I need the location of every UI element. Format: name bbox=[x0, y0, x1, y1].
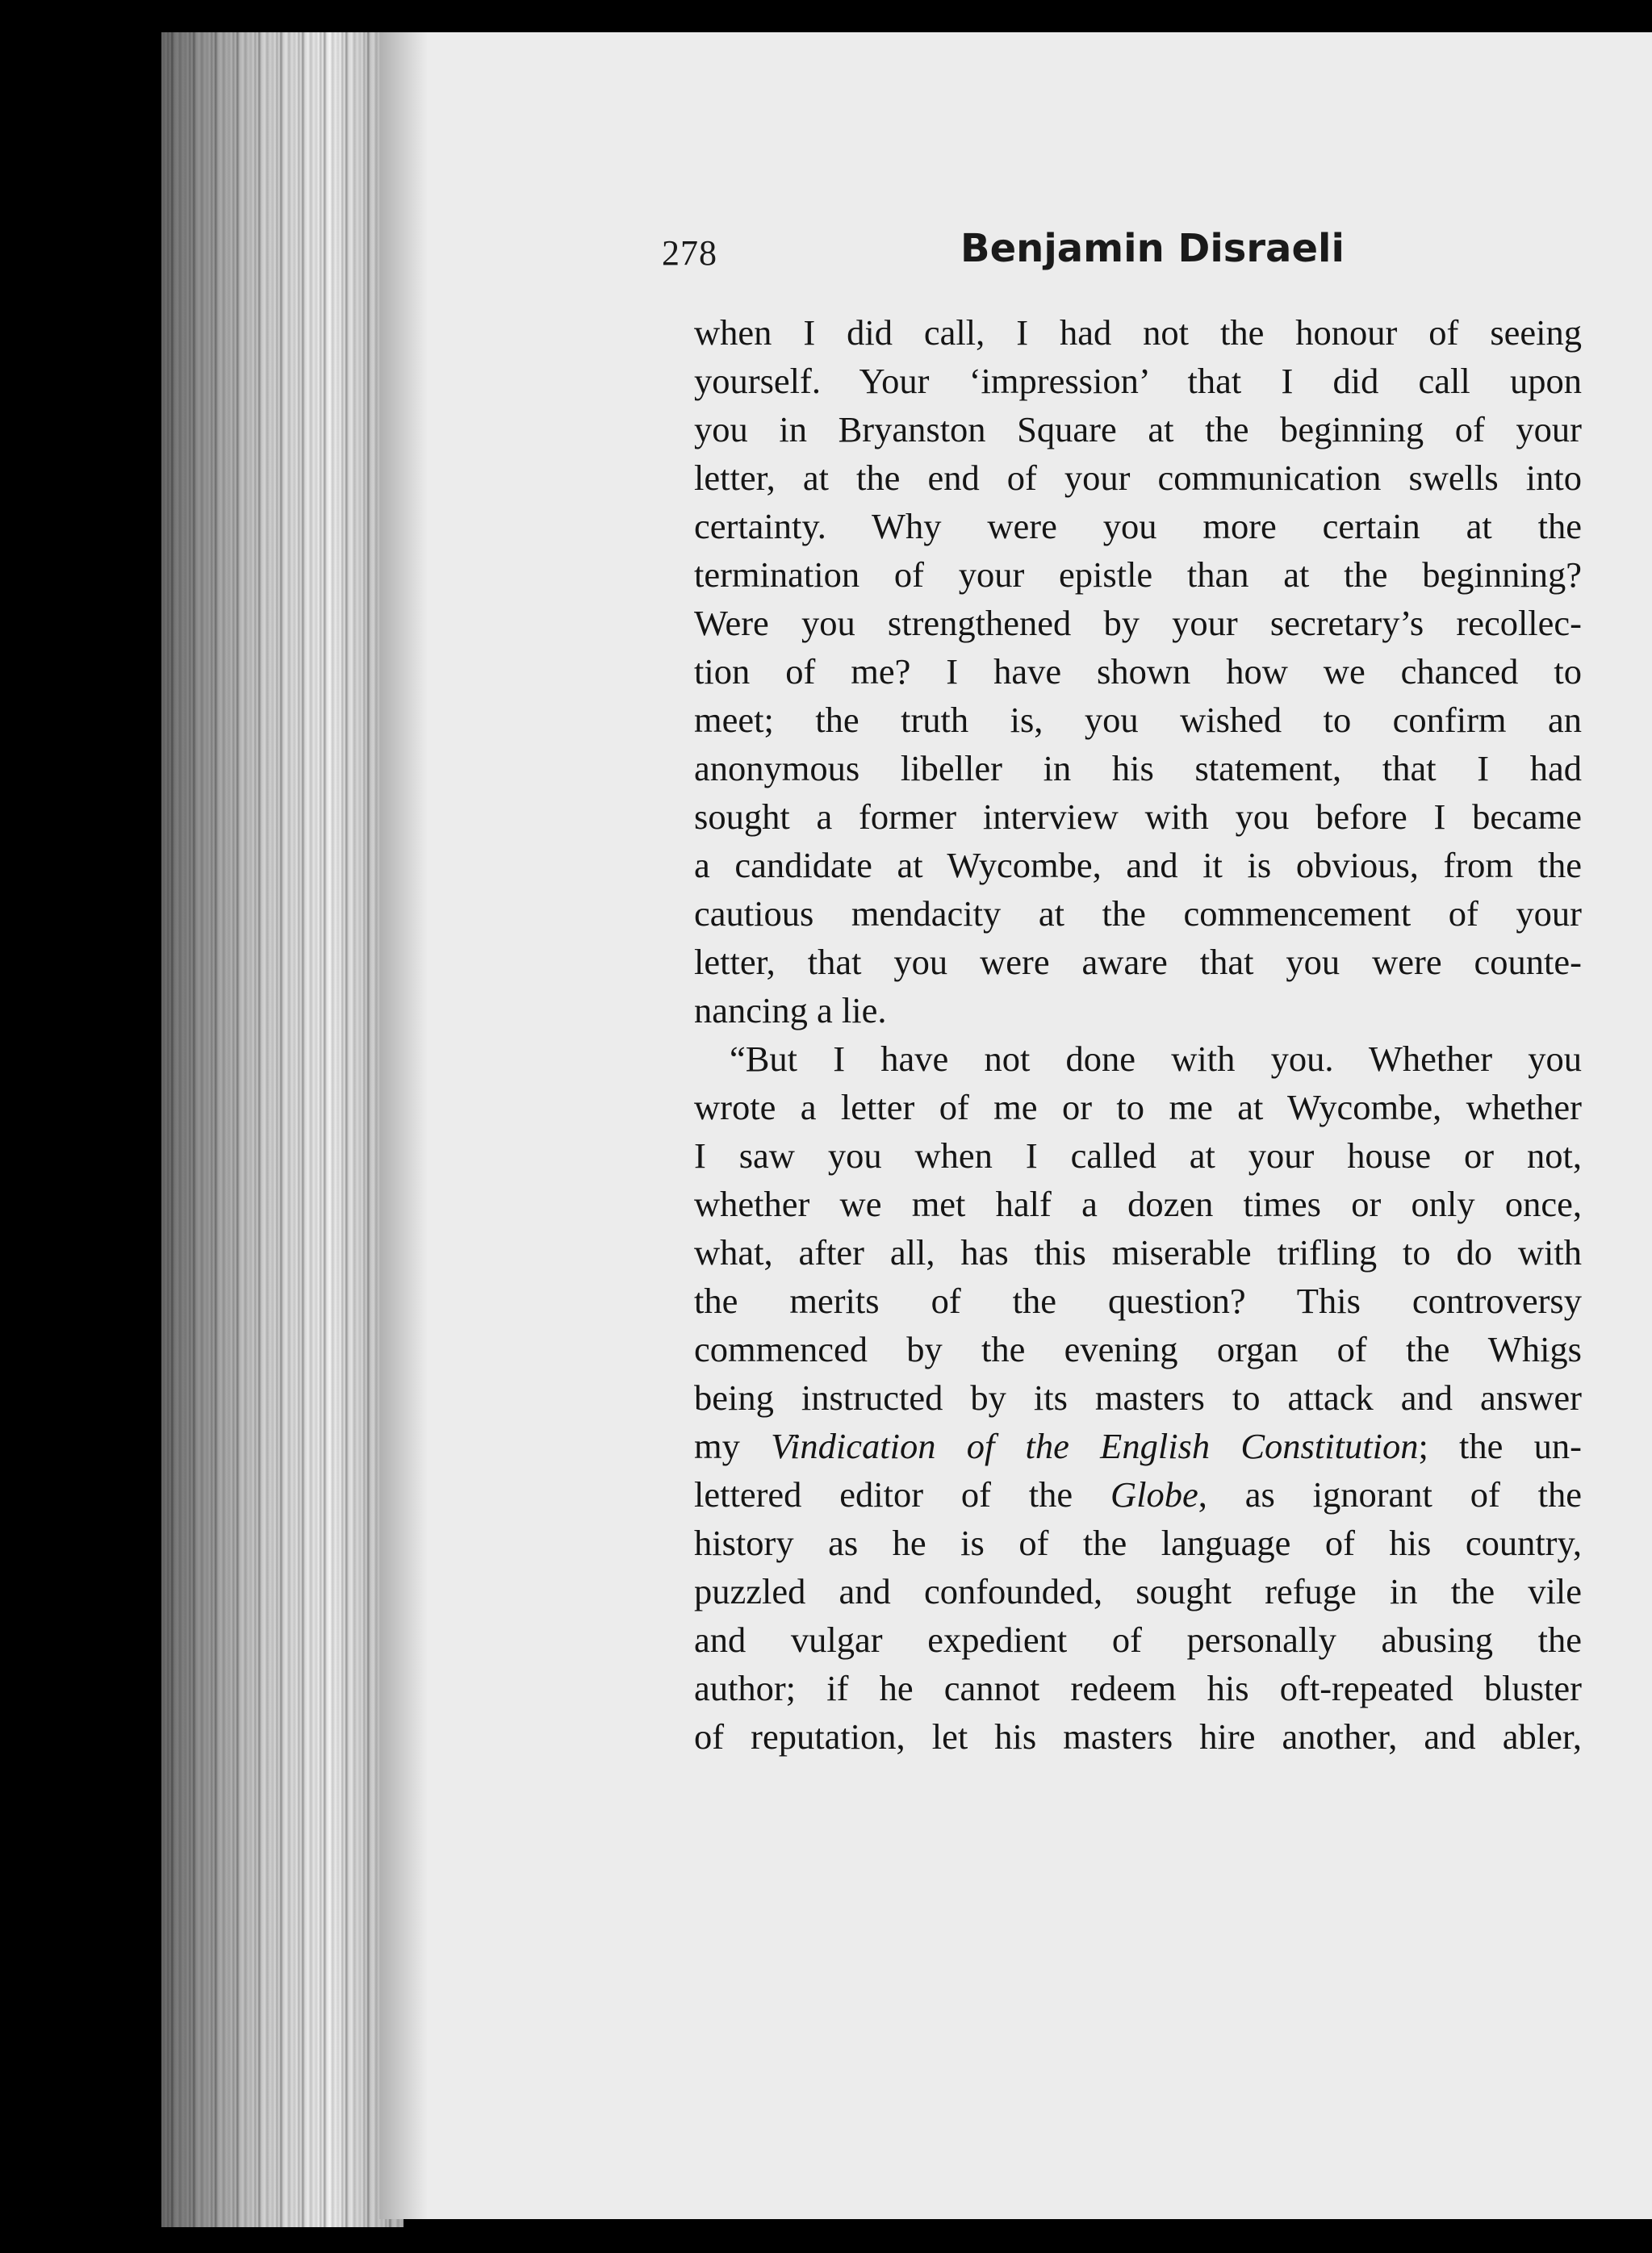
text-line: sought a former interview with you before I became bbox=[694, 796, 1582, 837]
text-line: history as he is of the language of his country, bbox=[694, 1523, 1582, 1563]
running-head bbox=[662, 226, 1590, 282]
text-line: cautious mendacity at the commencement of your bbox=[694, 893, 1582, 934]
text-line: meet; the truth is, you wished to confirm an bbox=[694, 700, 1582, 740]
text-line: what, after all, has this miserable trifling to do with bbox=[694, 1232, 1582, 1273]
body-text bbox=[694, 308, 1582, 1761]
italic-book-title: Vindication of the English Constitution bbox=[771, 1426, 1419, 1466]
text-line: I saw you when I called at your house or not, bbox=[694, 1135, 1582, 1176]
italic-newspaper-title: Globe bbox=[1110, 1474, 1198, 1515]
text-line: letter, at the end of your communication swells into bbox=[694, 458, 1582, 498]
text-line: the merits of the question? This controversy bbox=[694, 1281, 1582, 1321]
page-number: 278 bbox=[662, 233, 717, 273]
text-line: of reputation, let his masters hire another, and abler, bbox=[694, 1716, 1582, 1757]
text-segment: lettered editor of the bbox=[694, 1474, 1110, 1515]
text-line: a candidate at Wycombe, and it is obvious, from the bbox=[694, 845, 1582, 885]
page-edge-shadow bbox=[161, 32, 404, 2227]
text-line: author; if he cannot redeem his oft-repeated bluster bbox=[694, 1668, 1582, 1708]
text-segment: , as ignorant of the bbox=[1198, 1474, 1582, 1515]
text-line: when I did call, I had not the honour of seeing bbox=[694, 312, 1582, 353]
text-line: puzzled and confounded, sought refuge in the vile bbox=[694, 1571, 1582, 1611]
text-line: you in Bryanston Square at the beginning of your bbox=[694, 409, 1582, 449]
text-line: wrote a letter of me or to me at Wycombe, whether bbox=[694, 1087, 1582, 1127]
text-line: and vulgar expedient of personally abusing the bbox=[694, 1620, 1582, 1660]
text-segment: ; the un- bbox=[1418, 1426, 1582, 1466]
gutter-shadow bbox=[379, 32, 428, 2219]
text-line: Were you strengthened by your secretary’s recollec- bbox=[694, 603, 1582, 643]
running-title: Benjamin Disraeli bbox=[960, 226, 1345, 271]
text-line: letter, that you were aware that you were counte- bbox=[694, 942, 1582, 982]
text-line: being instructed by its masters to attack and answer bbox=[694, 1377, 1582, 1418]
text-segment: my bbox=[694, 1426, 772, 1466]
text-line: anonymous libeller in his statement, that I had bbox=[694, 748, 1582, 788]
text-line-with-italic-title bbox=[694, 1422, 1582, 1470]
text-line: “But I have not done with you. Whether you bbox=[730, 1039, 1582, 1079]
text-line: commenced by the evening organ of the Whigs bbox=[694, 1329, 1582, 1369]
text-line: certainty. Why were you more certain at the bbox=[694, 506, 1582, 546]
text-line-with-italic-title bbox=[694, 1470, 1582, 1519]
text-line: nancing a lie. bbox=[694, 990, 887, 1030]
text-line: tion of me? I have shown how we chanced to bbox=[694, 651, 1582, 692]
text-line: termination of your epistle than at the beginning? bbox=[694, 554, 1582, 595]
text-line: whether we met half a dozen times or only once, bbox=[694, 1184, 1582, 1224]
text-line: yourself. Your ‘impression’ that I did call upon bbox=[694, 361, 1582, 401]
